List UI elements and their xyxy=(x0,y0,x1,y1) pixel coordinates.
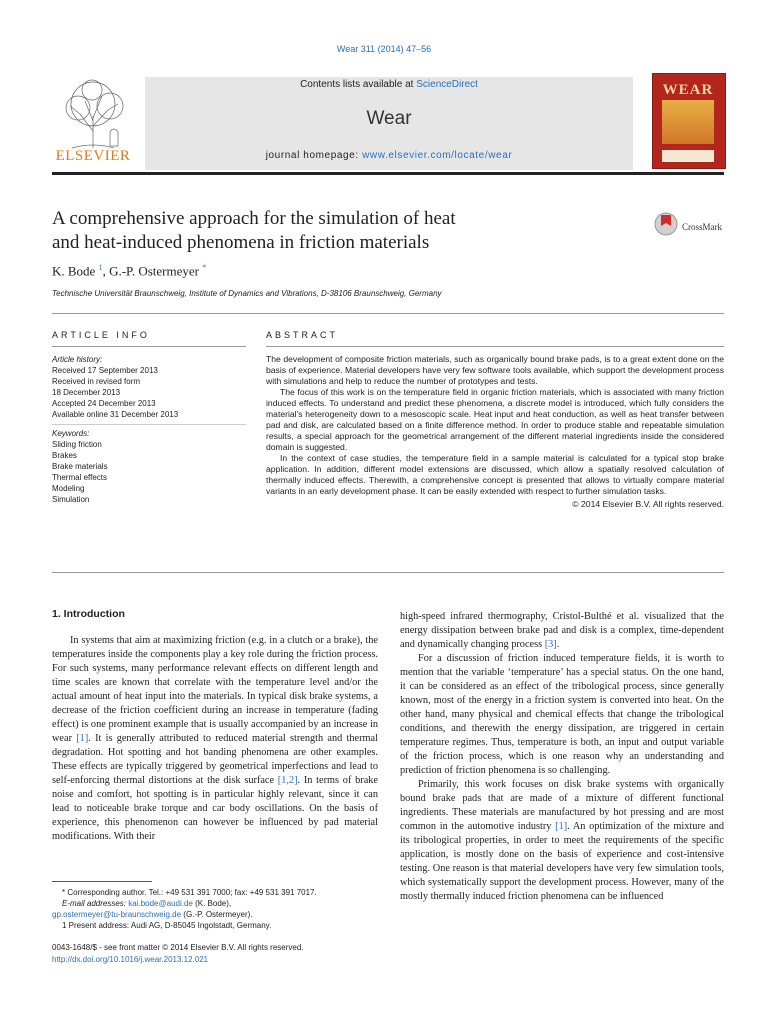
abstract-bottom-rule xyxy=(52,572,724,573)
citation-link[interactable]: [1] xyxy=(555,821,568,832)
keyword-item: Thermal effects xyxy=(52,473,107,482)
history-label: Article history: xyxy=(52,355,103,364)
article-info-rule xyxy=(52,346,246,347)
abstract-paragraph: The focus of this work is on the temperature field in organic friction materials, which is associated with many friction induced effects. To understand and predict these phenomena, a discrete model is introduced, which fully considers the material's heterogeneity down to a mesoscopic scale. Heat input and heat conduction, as well as heat transfer between pad and disk, are calculated based on a finite difference method. In order to produce stable and repeatable simulation results, a special approach for the geometrical arrangement of the different material ingredients inside the considered domain is suggested. xyxy=(266,387,724,452)
citation-link[interactable]: [1,2] xyxy=(277,775,298,786)
present-address-footnote: 1 Present address: Audi AG, D-85045 Ingolstadt, Germany. xyxy=(62,921,272,930)
keyword-item: Brake materials xyxy=(52,462,108,471)
history-item: Received 17 September 2013 xyxy=(52,366,158,375)
journal-homepage xyxy=(145,150,633,161)
history-item: 18 December 2013 xyxy=(52,388,121,397)
affiliation-rule xyxy=(52,313,724,314)
journal-reference[interactable]: Wear 311 (2014) 47–56 xyxy=(336,44,432,54)
homepage-prefix: journal homepage: xyxy=(265,150,363,161)
body-paragraph xyxy=(400,778,724,904)
right-column xyxy=(400,610,724,904)
article-history xyxy=(52,354,232,420)
text-run: . xyxy=(556,639,560,650)
text-run: . In terms of brake noise and comfort, hot spotting is in particular highly relevant, since it can lead to noticeable brake torque and car body oscillations. On the basis of experience, this phenomenon can however be influenced by pad material modifications. With their xyxy=(52,775,378,842)
email-label: E-mail addresses: xyxy=(62,899,129,908)
crossmark-icon[interactable] xyxy=(654,212,678,238)
cover-title: WEAR xyxy=(662,82,714,98)
contents-prefix: Contents lists available at xyxy=(300,79,417,90)
history-item: Available online 31 December 2013 xyxy=(52,410,179,419)
text-run: In systems that aim at maximizing friction (e.g. in a clutch or a brake), the temperatures inside the components play a key role during the friction process. For such systems, many performance relevant effects on different length and time scales are known that correlate with the temperature level and/or the actual amount of heat input into the materials. In typical disk brake systems, a decrease of the friction coefficient during an increase in temperature (fading effect) is one prominent example that is usually accompanied by an increase in wear xyxy=(52,635,378,744)
keyword-item: Brakes xyxy=(52,451,77,460)
history-item: Accepted 24 December 2013 xyxy=(52,399,156,408)
left-column xyxy=(52,634,378,844)
abstract-rule xyxy=(266,346,724,347)
keywords-label: Keywords: xyxy=(52,429,90,438)
copyright-line: © 2014 Elsevier B.V. All rights reserved. xyxy=(572,499,724,509)
citation-link[interactable]: [3] xyxy=(544,639,557,650)
body-paragraph xyxy=(52,634,378,844)
author-bode: K. Bode xyxy=(52,263,96,279)
cover-footer xyxy=(662,150,714,162)
sciencedirect-link[interactable]: ScienceDirect xyxy=(416,79,478,90)
abstract-heading: ABSTRACT xyxy=(266,330,339,340)
abstract-body xyxy=(266,354,724,510)
body-paragraph xyxy=(400,610,724,652)
email-footnote-continued xyxy=(52,909,392,920)
text-run: . It is generally attributed to reduced material strength and thermal degradation. Hot spotting and hot banding phenomena are other examples. These effects are typically triggered by geometrical imperfections and lead to self-enforcing thermal distortions at the disk surface xyxy=(52,733,378,786)
corresponding-author-mark[interactable]: * xyxy=(202,263,207,272)
keyword-item: Modeling xyxy=(52,484,85,493)
title-line-2: and heat-induced phenomena in friction materials xyxy=(52,232,430,253)
abstract-paragraph: The development of composite friction materials, such as organically bound brake pads, is to a great extent done on the basis of experience. Material developers have very few software tools available, which support the development process with simulations and help to reduce the number of prototypes and tests. xyxy=(266,354,724,386)
email-link-ostermeyer[interactable]: gp.ostermeyer@tu-braunschweig.de xyxy=(52,910,182,919)
contents-line xyxy=(145,79,633,90)
article-title xyxy=(52,207,612,255)
publisher-name: ELSEVIER xyxy=(55,148,131,164)
affiliation: Technische Universität Braunschweig, Institute of Dynamics and Vibrations, D-38106 Braunschweig, Germany xyxy=(52,289,442,298)
abstract-paragraph: In the context of case studies, the temperature field in a sample material is calculated for a typical stop brake application. In addition, different model extensions are discussed, which allow a spatially resolved calculation of thermally induced effects. Therewith, a comprehensive concept is presented that allows to virtually compare material variants in an early development phase. It can be easily extended with respect to further simulation tasks. xyxy=(266,453,724,496)
doi-link[interactable]: http://dx.doi.org/10.1016/j.wear.2013.12.021 xyxy=(52,955,209,964)
author-separator: , xyxy=(102,263,110,279)
keyword-item: Simulation xyxy=(52,495,90,504)
title-line-1: A comprehensive approach for the simulation of heat xyxy=(52,208,456,229)
email-owner: (G.-P. Ostermeyer). xyxy=(181,910,253,919)
section-heading-introduction: 1. Introduction xyxy=(52,608,125,620)
footnotes xyxy=(52,887,392,931)
header-rule xyxy=(52,172,724,175)
article-info-heading: ARTICLE INFO xyxy=(52,330,150,340)
corresponding-author-footnote: * Corresponding author. Tel.: +49 531 391 7000; fax: +49 531 391 7017. xyxy=(62,888,317,897)
email-footnote xyxy=(52,898,392,909)
crossmark-label[interactable]: CrossMark xyxy=(682,222,722,232)
text-run: high-speed infrared thermography, Cristol-Bulthé et al. visualized that the energy dissipation between brake pad and disk is a complex, time-dependent and dynamically changing process xyxy=(400,611,724,650)
author-list xyxy=(52,263,206,279)
text-run: Primarily, this work focuses on disk brake systems with organically bound brake pads that are made of a mixture of different functional ingredients. These materials are manufactured by hot pressing and are most common in the automotive industry xyxy=(400,779,724,832)
history-item: Received in revised form xyxy=(52,377,141,386)
body-paragraph: For a discussion of friction induced temperature fields, it is worth to mention that the variable ‘temperature’ has a special status. On the one hand, it can be considered as an effect of the tribological process, since generally known, most of the energy in a friction system is converted into heat. On the other hand, many physical and chemical effects that change the tribological conditions, and therewith the energy dissipation, are triggered in certain temperature regimes. Thus, temperature is both, an input and output variable of the friction process, which is one reason why an understanding and prediction of friction phenomena is so challenging. xyxy=(400,653,724,776)
email-link-bode[interactable]: kai.bode@audi.de xyxy=(128,899,193,908)
keyword-item: Sliding friction xyxy=(52,440,102,449)
issn-line: 0043-1648/$ - see front matter © 2014 Elsevier B.V. All rights reserved. xyxy=(52,943,304,952)
author-bode-footnote-mark[interactable]: 1 xyxy=(98,263,103,272)
keywords xyxy=(52,428,232,505)
author-ostermeyer: G.-P. Ostermeyer xyxy=(109,263,199,279)
history-divider xyxy=(52,424,246,425)
front-matter-info xyxy=(52,942,304,966)
footnote-rule xyxy=(52,881,152,882)
citation-link[interactable]: [1] xyxy=(76,733,89,744)
journal-name: Wear xyxy=(366,108,412,129)
text-run: . An optimization of the mixture and its tribological properties, in order to meet the requirements of the specific application, is mostly done on the basis of experience and cost-intensive testing. One reason is that material developers have very few simulation tools, which systematically support the development process. However, many of the mostly thermally induced friction phenomena can be influenced xyxy=(400,821,724,902)
homepage-link[interactable]: www.elsevier.com/locate/wear xyxy=(362,150,513,161)
cover-artwork xyxy=(662,100,714,144)
email-owner: (K. Bode), xyxy=(192,899,232,908)
